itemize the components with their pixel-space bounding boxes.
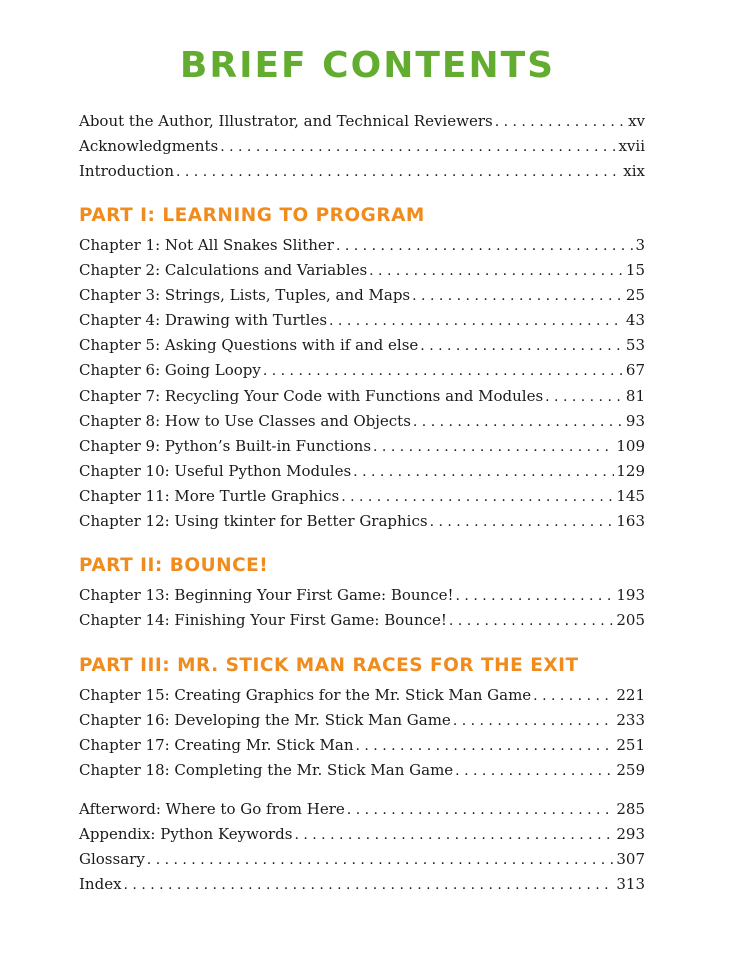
dot-leader: [449, 609, 614, 634]
toc-entry-page: 221: [616, 686, 645, 704]
toc-entry-label: Chapter 5: Asking Questions with if and else: [79, 336, 419, 355]
dot-leader: [533, 684, 614, 709]
toc-entry-label: Appendix: Python Keywords: [79, 825, 293, 844]
toc-entry-page: 109: [616, 436, 645, 455]
part-heading-part-3: PART III: MR. STICK MAN RACES FOR THE EXIT: [79, 655, 579, 676]
page-title: BRIEF CONTENTS: [179, 45, 556, 86]
toc-entry-label: Chapter 10: Useful Python Modules: [79, 461, 352, 480]
toc-entry-label: Chapter 15: Creating Graphics for the Mr. Stick Man Game: [79, 686, 532, 704]
toc-entry-chapter-15[interactable]: [79, 683, 645, 708]
toc-entry-chapter-16[interactable]: [79, 708, 645, 733]
dot-leader: [456, 584, 615, 609]
toc-entry-page: 67: [625, 361, 645, 380]
toc-entry-glossary[interactable]: [79, 847, 645, 872]
toc-entry-acknowledgments[interactable]: [79, 134, 645, 159]
dot-leader: [347, 798, 615, 823]
part-heading-part-1: PART I: LEARNING TO PROGRAM: [79, 205, 425, 226]
dot-leader: [329, 309, 624, 334]
dot-leader: [220, 135, 616, 160]
toc-entry-page: 3: [635, 236, 645, 254]
toc-entry-page: 43: [625, 311, 645, 330]
toc-entry-label: Chapter 14: Finishing Your First Game: Bounce!: [79, 611, 447, 630]
toc-entry-page: 53: [625, 336, 645, 355]
toc-entry-label: Chapter 11: More Turtle Graphics: [79, 486, 340, 505]
toc-entry-chapter-14[interactable]: [79, 608, 645, 633]
dot-leader: [294, 823, 614, 848]
toc-entry-page: xv: [628, 112, 645, 130]
toc-entry-page: 163: [616, 512, 645, 531]
toc-entry-label: Chapter 6: Going Loopy: [79, 361, 261, 380]
toc-entry-label: Chapter 18: Completing the Mr. Stick Man Game: [79, 761, 454, 780]
toc-entry-label: Chapter 13: Beginning Your First Game: Bounce!: [79, 586, 454, 604]
toc-entry-chapter-11[interactable]: [79, 484, 645, 509]
dot-leader: [453, 709, 615, 734]
dot-leader: [545, 385, 624, 410]
dot-leader: [373, 435, 614, 460]
toc-entry-chapter-2[interactable]: [79, 258, 645, 283]
part-3-chapter-list: [79, 683, 645, 783]
toc-entry-page: 293: [616, 825, 645, 844]
dot-leader: [263, 359, 624, 384]
dot-leader: [147, 848, 615, 873]
toc-entry-label: Chapter 2: Calculations and Variables: [79, 261, 368, 280]
toc-entry-chapter-7[interactable]: [79, 384, 645, 409]
toc-entry-chapter-17[interactable]: [79, 733, 645, 758]
toc-entry-chapter-3[interactable]: [79, 283, 645, 308]
toc-entry-chapter-4[interactable]: [79, 308, 645, 333]
toc-entry-page: 307: [616, 850, 645, 869]
toc-entry-label: Chapter 17: Creating Mr. Stick Man: [79, 736, 354, 755]
toc-entry-chapter-10[interactable]: [79, 459, 645, 484]
dot-leader: [341, 485, 614, 510]
toc-entry-label: Glossary: [79, 850, 145, 869]
dot-leader: [176, 160, 621, 185]
toc-entry-page: 15: [625, 261, 645, 280]
toc-entry-label: Chapter 4: Drawing with Turtles: [79, 311, 328, 330]
toc-entry-page: 251: [616, 736, 645, 755]
toc-entry-about[interactable]: [79, 109, 645, 134]
part-1-chapter-list: [79, 233, 645, 534]
dot-leader: [430, 510, 615, 535]
part-2-chapter-list: [79, 583, 645, 633]
toc-entry-page: xix: [623, 162, 645, 181]
toc-entry-page: 145: [616, 486, 645, 505]
toc-entry-appendix[interactable]: [79, 822, 645, 847]
back-matter-list: [79, 797, 645, 897]
toc-entry-page: 193: [616, 586, 645, 604]
toc-entry-label: Chapter 7: Recycling Your Code with Functions and Modules: [79, 386, 544, 405]
dot-leader: [495, 110, 626, 135]
dot-leader: [412, 284, 624, 309]
dot-leader: [124, 873, 615, 898]
toc-entry-page: 259: [616, 761, 645, 780]
toc-entry-page: 285: [616, 800, 645, 818]
toc-entry-label: Chapter 12: Using tkinter for Better Graphics: [79, 512, 428, 531]
toc-entry-label: Acknowledgments: [79, 137, 219, 156]
toc-entry-introduction[interactable]: [79, 159, 645, 184]
toc-entry-page: 233: [616, 711, 645, 730]
toc-entry-label: Afterword: Where to Go from Here: [79, 800, 345, 818]
toc-entry-label: Index: [79, 875, 122, 894]
toc-entry-chapter-1[interactable]: [79, 233, 645, 258]
toc-entry-page: xvii: [618, 137, 645, 156]
toc-entry-chapter-5[interactable]: [79, 333, 645, 358]
toc-entry-page: 129: [616, 461, 645, 480]
toc-entry-afterword[interactable]: [79, 797, 645, 822]
toc-entry-page: 81: [625, 386, 645, 405]
toc-entry-page: 205: [616, 611, 645, 630]
toc-entry-chapter-9[interactable]: [79, 434, 645, 459]
dot-leader: [369, 259, 624, 284]
toc-entry-page: 313: [616, 875, 645, 894]
dot-leader: [336, 234, 633, 259]
toc-entry-chapter-6[interactable]: [79, 358, 645, 383]
toc-entry-label: Chapter 8: How to Use Classes and Objects: [79, 411, 411, 430]
dot-leader: [353, 460, 614, 485]
toc-entry-chapter-8[interactable]: [79, 409, 645, 434]
toc-entry-page: 25: [625, 286, 645, 305]
toc-entry-chapter-13[interactable]: [79, 583, 645, 608]
toc-entry-label: Chapter 1: Not All Snakes Slither: [79, 236, 334, 254]
dot-leader: [455, 759, 614, 784]
dot-leader: [413, 410, 624, 435]
toc-entry-label: Introduction: [79, 162, 174, 181]
toc-entry-chapter-12[interactable]: [79, 509, 645, 534]
dot-leader: [356, 734, 615, 759]
toc-entry-label: Chapter 16: Developing the Mr. Stick Man Game: [79, 711, 451, 730]
toc-entry-label: Chapter 9: Python’s Built-in Functions: [79, 436, 372, 455]
toc-entry-chapter-18[interactable]: [79, 758, 645, 783]
toc-entry-label: About the Author, Illustrator, and Technical Reviewers: [79, 112, 493, 130]
toc-entry-label: Chapter 3: Strings, Lists, Tuples, and Maps: [79, 286, 411, 305]
toc-entry-index[interactable]: [79, 872, 645, 897]
toc-entry-page: 93: [625, 411, 645, 430]
part-heading-part-2: PART II: BOUNCE!: [79, 555, 269, 576]
front-matter-list: [79, 109, 645, 184]
dot-leader: [420, 334, 624, 359]
